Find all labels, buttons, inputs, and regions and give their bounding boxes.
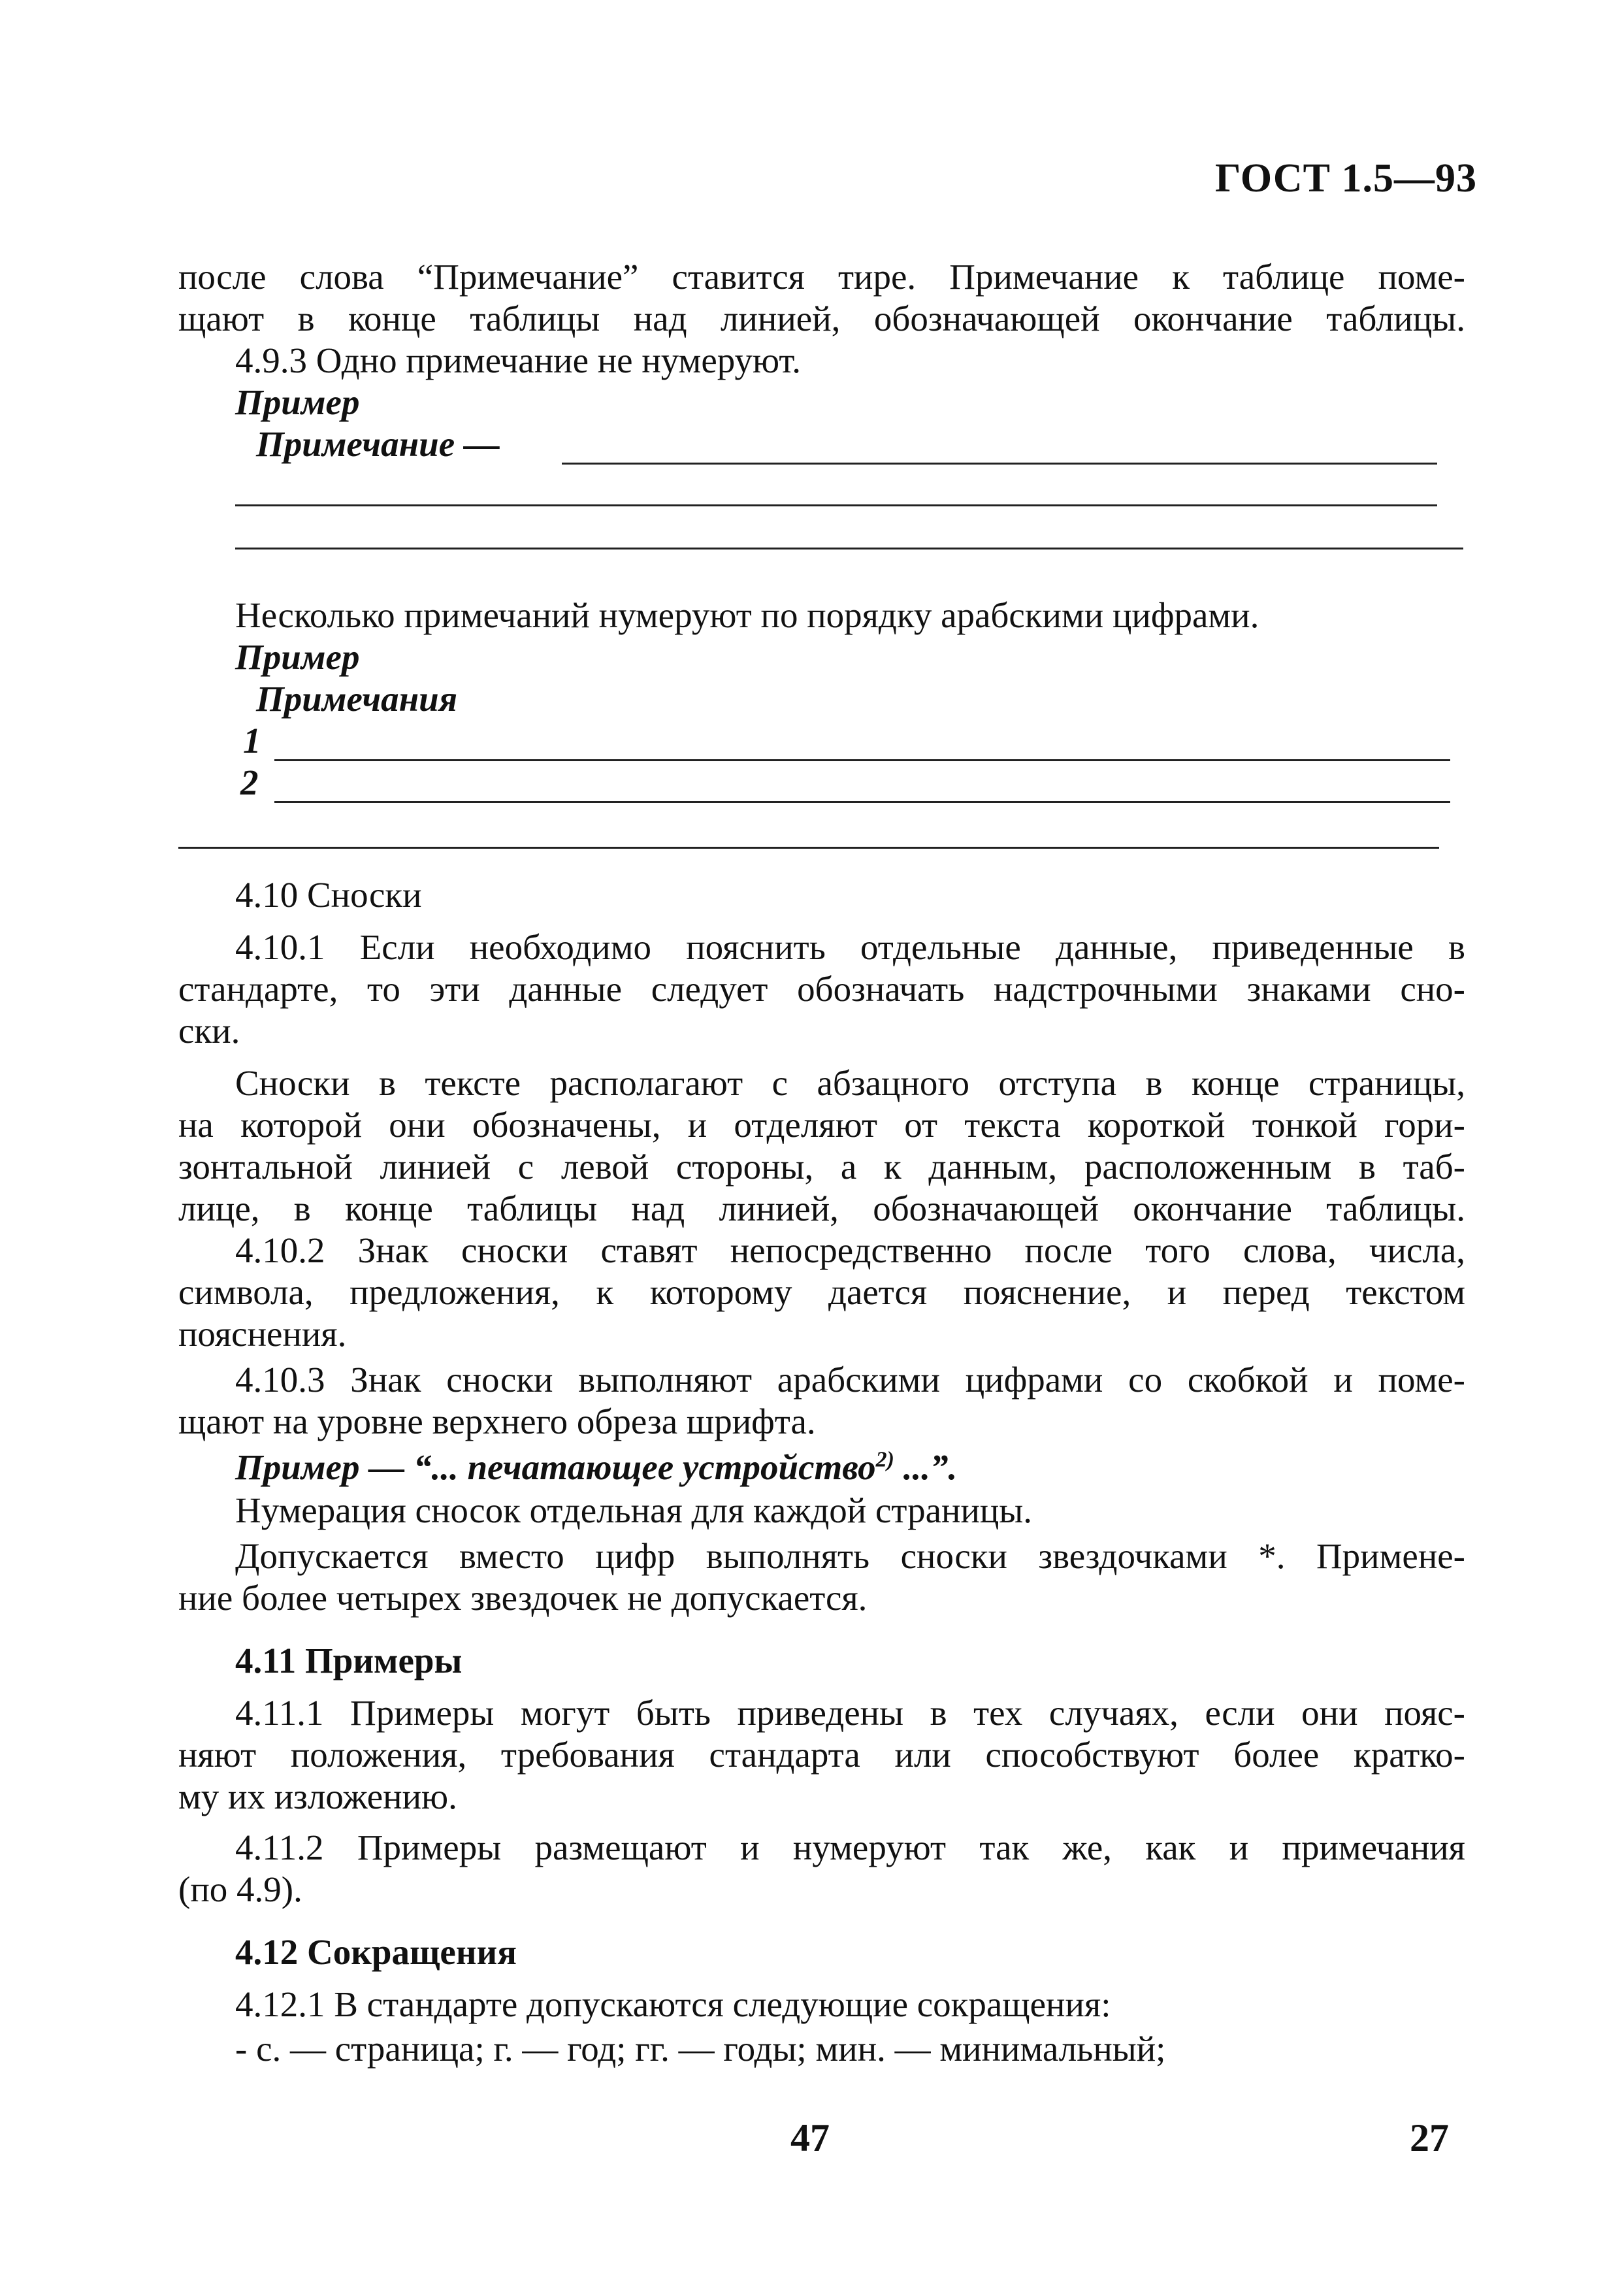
example-label: Пример bbox=[235, 382, 360, 422]
clause-4-9-3: 4.9.3 Одно примечание не нумеруют. bbox=[235, 340, 802, 380]
paragraph-line: 4.10.2 Знак сноски ставят непосредственно после того слова, числа, bbox=[235, 1230, 1465, 1270]
paragraph-line: 4.11.1 Примеры могут быть приведены в тех случаях, если они пояс- bbox=[235, 1693, 1465, 1733]
footnote-example-text: Пример — “... печатающее устройство bbox=[235, 1447, 876, 1487]
page-number-center: 47 bbox=[790, 2116, 830, 2159]
note-label: Примечание — bbox=[256, 424, 500, 464]
note-rule bbox=[274, 759, 1450, 761]
paragraph-line: Нумерация сносок отдельная для каждой страницы. bbox=[235, 1490, 1033, 1530]
paragraph-line: 4.10.3 Знак сноски выполняют арабскими цифрами со скобкой и поме- bbox=[235, 1360, 1465, 1400]
paragraph-line: после слова “Примечание” ставится тире. Примечание к таблице поме- bbox=[178, 257, 1465, 297]
paragraph-line: 4.10.1 Если необходимо пояснить отдельные данные, приведенные в bbox=[235, 927, 1465, 967]
paragraph-line: ние более четырех звездочек не допускается. bbox=[178, 1578, 868, 1618]
footnote-example bbox=[235, 1447, 957, 1488]
note-rule bbox=[274, 801, 1450, 803]
paragraph-line: на которой они обозначены, и отделяют от текста короткой тонкой гори- bbox=[178, 1105, 1465, 1145]
note-rule bbox=[235, 548, 1463, 549]
footnote-mark: 2) bbox=[875, 1447, 894, 1472]
notes-label: Примечания bbox=[256, 679, 458, 719]
page-number-right: 27 bbox=[1410, 2116, 1449, 2159]
paragraph-line: Несколько примечаний нумеруют по порядку арабскими цифрами. bbox=[235, 595, 1259, 635]
note-rule bbox=[235, 504, 1437, 506]
document-header: ГОСТ 1.5—93 bbox=[1214, 156, 1477, 201]
paragraph-line: щают на уровне верхнего обреза шрифта. bbox=[178, 1401, 816, 1441]
table-end-rule bbox=[178, 847, 1439, 849]
paragraph-line: му их изложению. bbox=[178, 1777, 457, 1816]
paragraph-line: пояснения. bbox=[178, 1314, 347, 1354]
example-label: Пример bbox=[235, 637, 360, 677]
paragraph-line: зонтальной линией с левой стороны, а к данным, расположенным в таб- bbox=[178, 1147, 1465, 1187]
paragraph-line: Сноски в тексте располагают с абзацного отступа в конце страницы, bbox=[235, 1063, 1465, 1103]
paragraph-line: 4.12.1 В стандарте допускаются следующие сокращения: bbox=[235, 1984, 1111, 2024]
paragraph-line: символа, предложения, к которому дается пояснение, и перед текстом bbox=[178, 1272, 1465, 1312]
section-heading: 4.12 Сокращения bbox=[235, 1932, 517, 1972]
note-rule bbox=[562, 463, 1437, 465]
paragraph-line: стандарте, то эти данные следует обозначать надстрочными знаками сно- bbox=[178, 969, 1465, 1009]
footnote-example-end: ...”. bbox=[894, 1447, 958, 1487]
paragraph-line: щают в конце таблицы над линией, обозначающей окончание таблицы. bbox=[178, 299, 1465, 338]
paragraph-line: (по 4.9). bbox=[178, 1869, 302, 1909]
paragraph-line: Допускается вместо цифр выполнять сноски звездочками *. Примене- bbox=[235, 1536, 1465, 1576]
paragraph-line: ски. bbox=[178, 1011, 240, 1051]
section-heading: 4.11 Примеры bbox=[235, 1641, 463, 1680]
paragraph-line: - с. — страница; г. — год; гг. — годы; мин. — минимальный; bbox=[235, 2029, 1166, 2069]
paragraph-line: 4.11.2 Примеры размещают и нумеруют так же, как и примечания bbox=[235, 1827, 1465, 1867]
note-number: 2 bbox=[240, 762, 259, 802]
paragraph-line: лице, в конце таблицы над линией, обозначающей окончание таблицы. bbox=[178, 1188, 1465, 1228]
note-number: 1 bbox=[243, 721, 261, 761]
paragraph-line: няют положения, требования стандарта или способствуют более кратко- bbox=[178, 1735, 1465, 1775]
section-heading: 4.10 Сноски bbox=[235, 875, 422, 915]
